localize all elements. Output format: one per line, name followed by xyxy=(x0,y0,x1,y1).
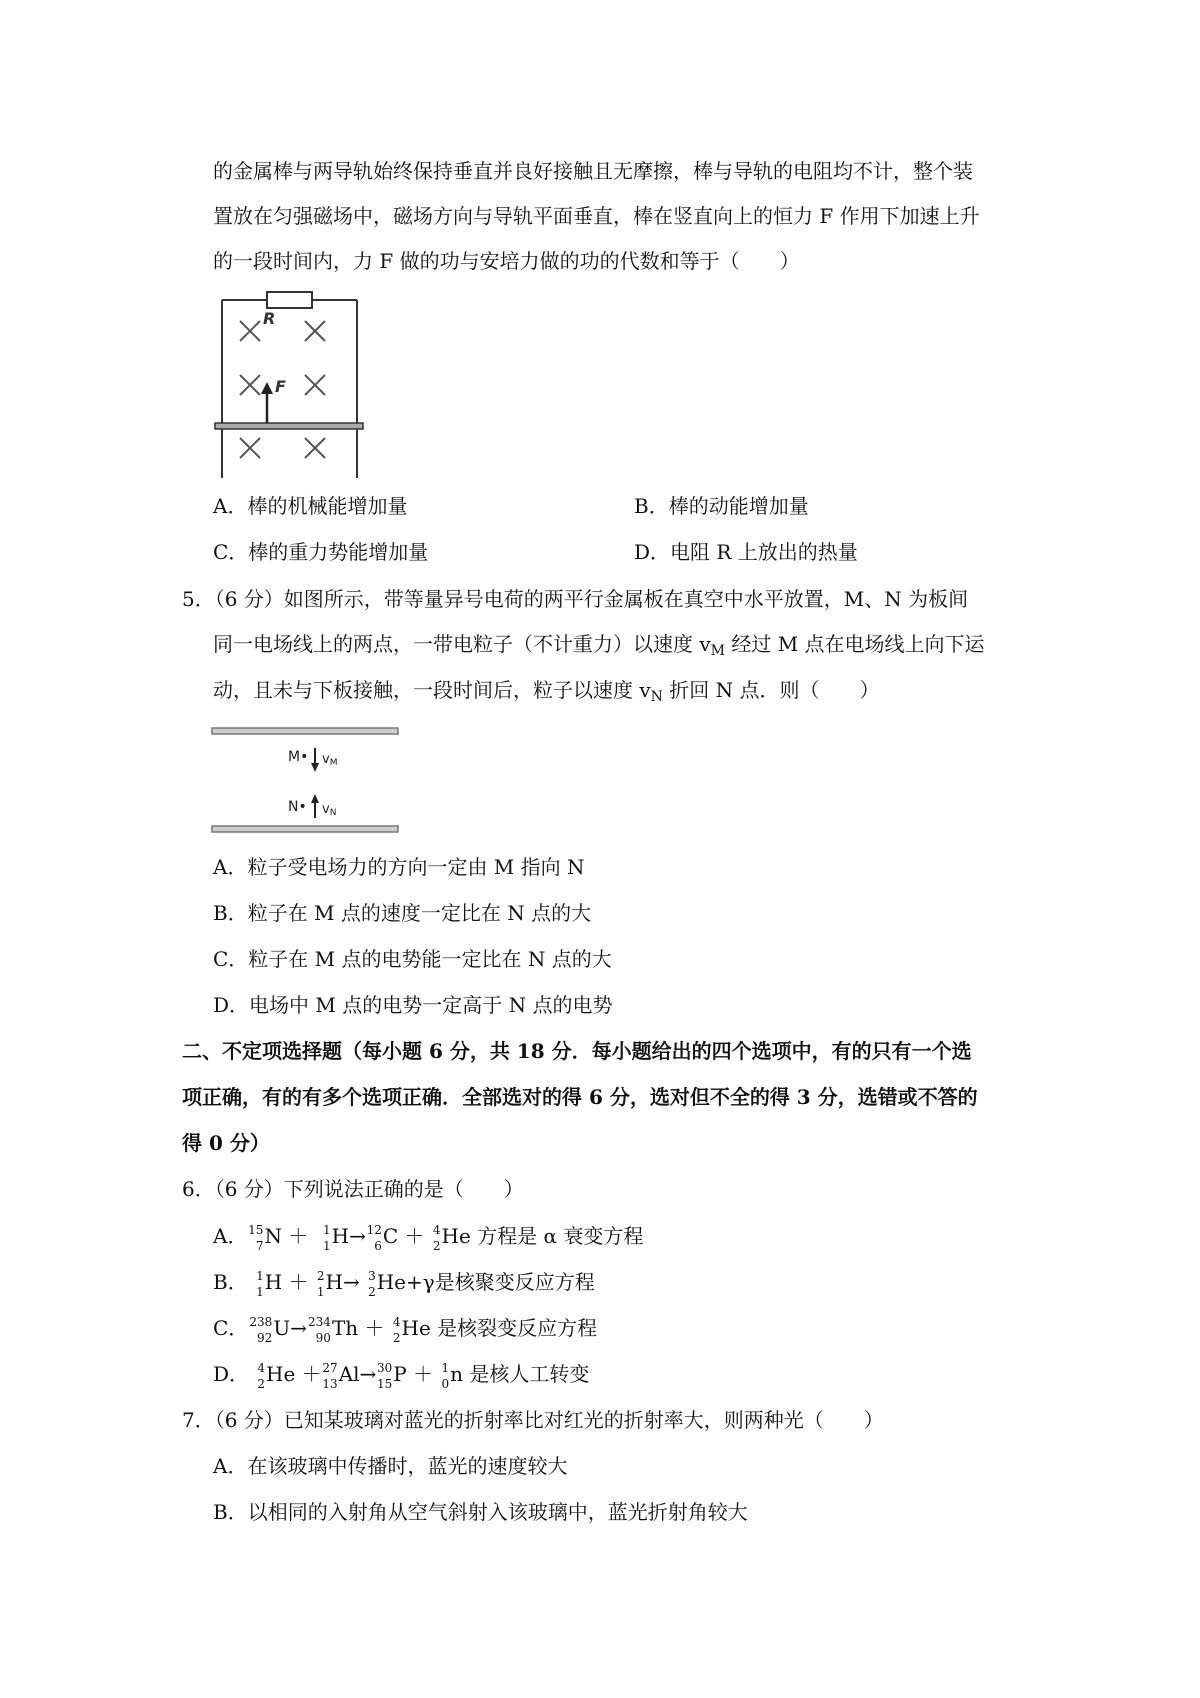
q6-option-d: D． 4 2 He ＋ 27 13 Al→ 30 15 P ＋ 1 0 n 是核人工转变 xyxy=(213,1360,590,1391)
q4-stem-line-3: 的一段时间内，力 F 做的功与安培力做的功的代数和等于（ ） xyxy=(213,249,800,273)
metal-rod xyxy=(215,423,363,429)
q6-option-c: C． 238 92 U→ 234 90 Th ＋ 4 2 He 是核裂变反应方程 xyxy=(213,1314,598,1345)
svg-text:vN: vN xyxy=(322,802,337,818)
lower-plate xyxy=(212,826,398,832)
q5-option-a: A．粒子受电场力的方向一定由 M 指向 N xyxy=(213,855,585,879)
q7-stem: 7．（6 分）已知某玻璃对蓝光的折射率比对红光的折射率大，则两种光（ ） xyxy=(182,1408,884,1432)
q5-stem-line-2: 同一电场线上的两点，一带电粒子（不计重力）以速度 $v_M$ 经过 M 点在电场线上向下运 xyxy=(213,632,985,659)
q5-stem-line-1: 5．（6 分）如图所示，带等量异号电荷的两平行金属板在真空中水平放置，M、N 为板间 xyxy=(182,587,969,611)
q7-option-a: A．在该玻璃中传播时，蓝光的速度较大 xyxy=(213,1454,568,1478)
q6-option-a: A． 15 7 N ＋ 1 1 H→ 12 6 C ＋ 4 2 He 方程是 α 衰变方程 xyxy=(213,1222,644,1253)
arrow-down-icon xyxy=(311,763,319,772)
force-label: F xyxy=(275,377,286,396)
q5-option-d: D．电场中 M 点的电势一定高于 N 点的电势 xyxy=(213,993,613,1017)
svg-text:vM: vM xyxy=(322,752,338,768)
q4-option-c: C．棒的重力势能增加量 xyxy=(213,540,429,564)
q5-option-c: C．粒子在 M 点的电势能一定比在 N 点的大 xyxy=(213,947,612,971)
q4-stem-line-2: 置放在匀强磁场中，磁场方向与导轨平面垂直，棒在竖直向上的恒力 F 作用下加速上升 xyxy=(213,204,980,228)
q4-option-b: B．棒的动能增加量 xyxy=(634,494,809,518)
resistor-label: R xyxy=(263,309,276,328)
q4-stem-line-1: 的金属棒与两导轨始终保持垂直并良好接触且无摩擦，棒与导轨的电阻均不计，整个装 xyxy=(213,159,973,183)
point-n-label: N• xyxy=(288,799,307,815)
force-arrow-icon xyxy=(261,382,273,394)
section2-header-line-1: 二、不定项选择题（每小题 6 分，共 18 分．每小题给出的四个选项中，有的只有一个选 xyxy=(182,1039,972,1063)
arrow-up-icon xyxy=(311,794,319,803)
point-m-label: M• xyxy=(288,749,309,765)
q4-figure xyxy=(205,288,365,478)
q4-option-a: A．棒的机械能增加量 xyxy=(213,494,408,518)
q4-option-d: D．电阻 R 上放出的热量 xyxy=(634,540,858,564)
q6-stem: 6．（6 分）下列说法正确的是（ ） xyxy=(182,1177,524,1201)
q5-figure xyxy=(210,726,400,836)
upper-plate xyxy=(212,728,398,734)
q6-option-b: B． 1 1 H ＋ 2 1 H→ 3 2 He+γ是核聚变反应方程 xyxy=(213,1268,595,1299)
q5-stem-line-3: 动，且未与下板接触，一段时间后，粒子以速度 $v_N$ 折回 N 点．则（ ） xyxy=(213,678,880,705)
section2-header-line-2: 项正确，有的有多个选项正确．全部选对的得 6 分，选对但不全的得 3 分，选错或不答的 xyxy=(182,1085,978,1109)
section2-header-line-3: 得 0 分） xyxy=(182,1131,270,1155)
q7-option-b: B．以相同的入射角从空气斜射入该玻璃中，蓝光折射角较大 xyxy=(213,1500,748,1524)
q5-option-b: B．粒子在 M 点的速度一定比在 N 点的大 xyxy=(213,901,592,925)
